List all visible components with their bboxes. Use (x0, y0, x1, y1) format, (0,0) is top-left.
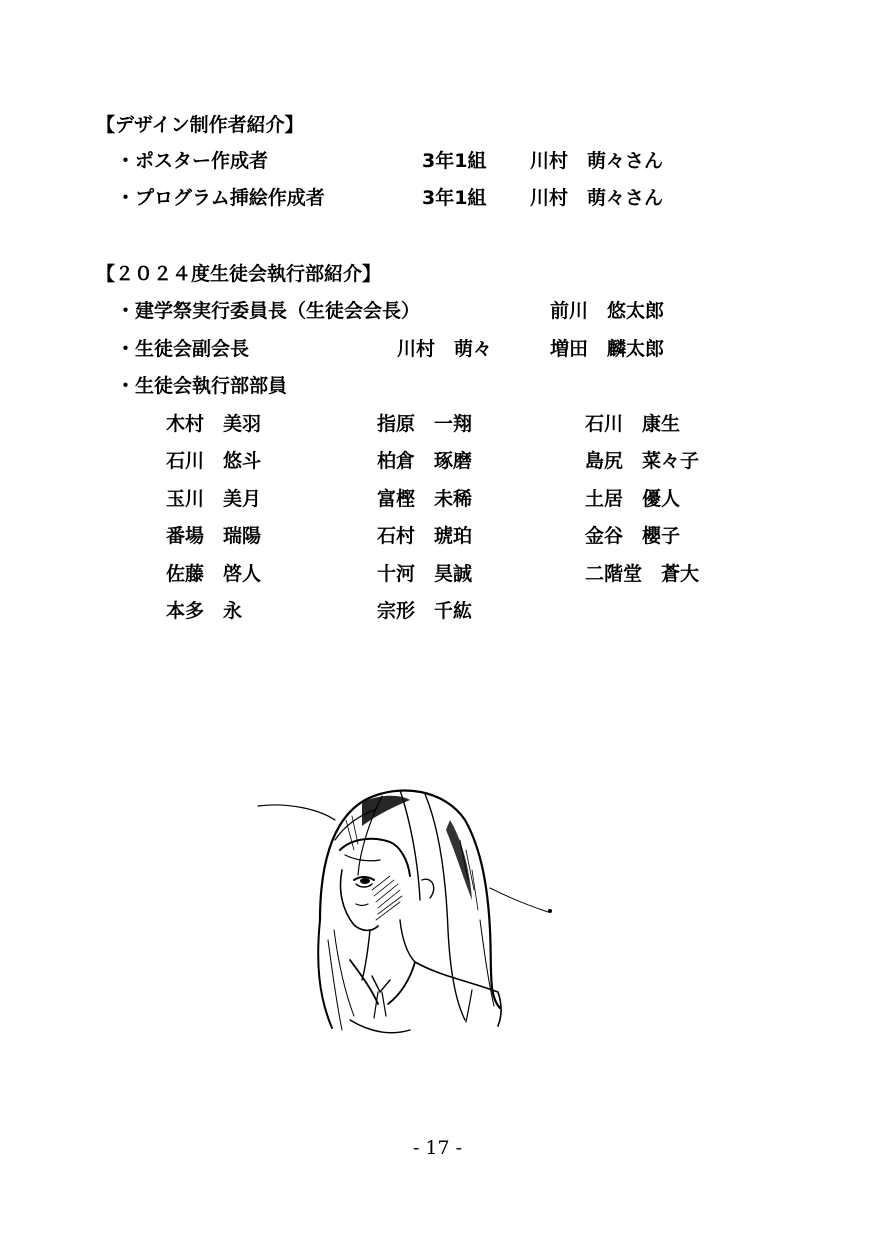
vice-label: ・生徒会副会長 (116, 338, 250, 360)
members-label: ・生徒会執行部部員 (116, 375, 288, 397)
member-name: 二階堂 蒼大 (585, 563, 700, 585)
council-heading: 【２０２４度生徒会執行部紹介】 (96, 263, 382, 285)
member-name: 柏倉 琢磨 (377, 450, 473, 472)
member-name: 土居 優人 (585, 488, 681, 510)
design-item-name: 川村 萌々さん (530, 150, 664, 172)
member-name: 木村 美羽 (166, 413, 262, 435)
member-name: 石川 康生 (585, 413, 681, 435)
design-item-class: 3年1組 (422, 187, 487, 209)
chair-label: ・建学祭実行委員長（生徒会会長） (116, 300, 421, 322)
member-name: 玉川 美月 (166, 488, 262, 510)
member-name: 十河 昊誠 (377, 563, 473, 585)
member-name: 指原 一翔 (377, 413, 473, 435)
member-name: 金谷 櫻子 (585, 525, 681, 547)
member-name: 宗形 千紘 (377, 600, 473, 622)
member-name: 島尻 菜々子 (585, 450, 700, 472)
design-item-label: ・ポスター作成者 (116, 150, 269, 172)
member-name: 本多 永 (166, 600, 243, 622)
design-heading: 【デザイン制作者紹介】 (96, 114, 304, 136)
girl-sketch-illustration (250, 780, 570, 1050)
vice-name: 川村 萌々 (397, 338, 493, 360)
member-name: 佐藤 啓人 (166, 563, 262, 585)
design-item-name: 川村 萌々さん (530, 187, 664, 209)
design-item-label: ・プログラム挿絵作成者 (116, 187, 325, 209)
member-name: 富樫 未稀 (377, 488, 473, 510)
member-name: 番場 瑞陽 (166, 525, 262, 547)
member-name: 石川 悠斗 (166, 450, 262, 472)
member-name: 石村 琥珀 (377, 525, 473, 547)
vice-name: 増田 麟太郎 (550, 338, 665, 360)
page-number: - 17 - (412, 1137, 463, 1159)
chair-name: 前川 悠太郎 (550, 300, 665, 322)
design-item-class: 3年1組 (422, 150, 487, 172)
